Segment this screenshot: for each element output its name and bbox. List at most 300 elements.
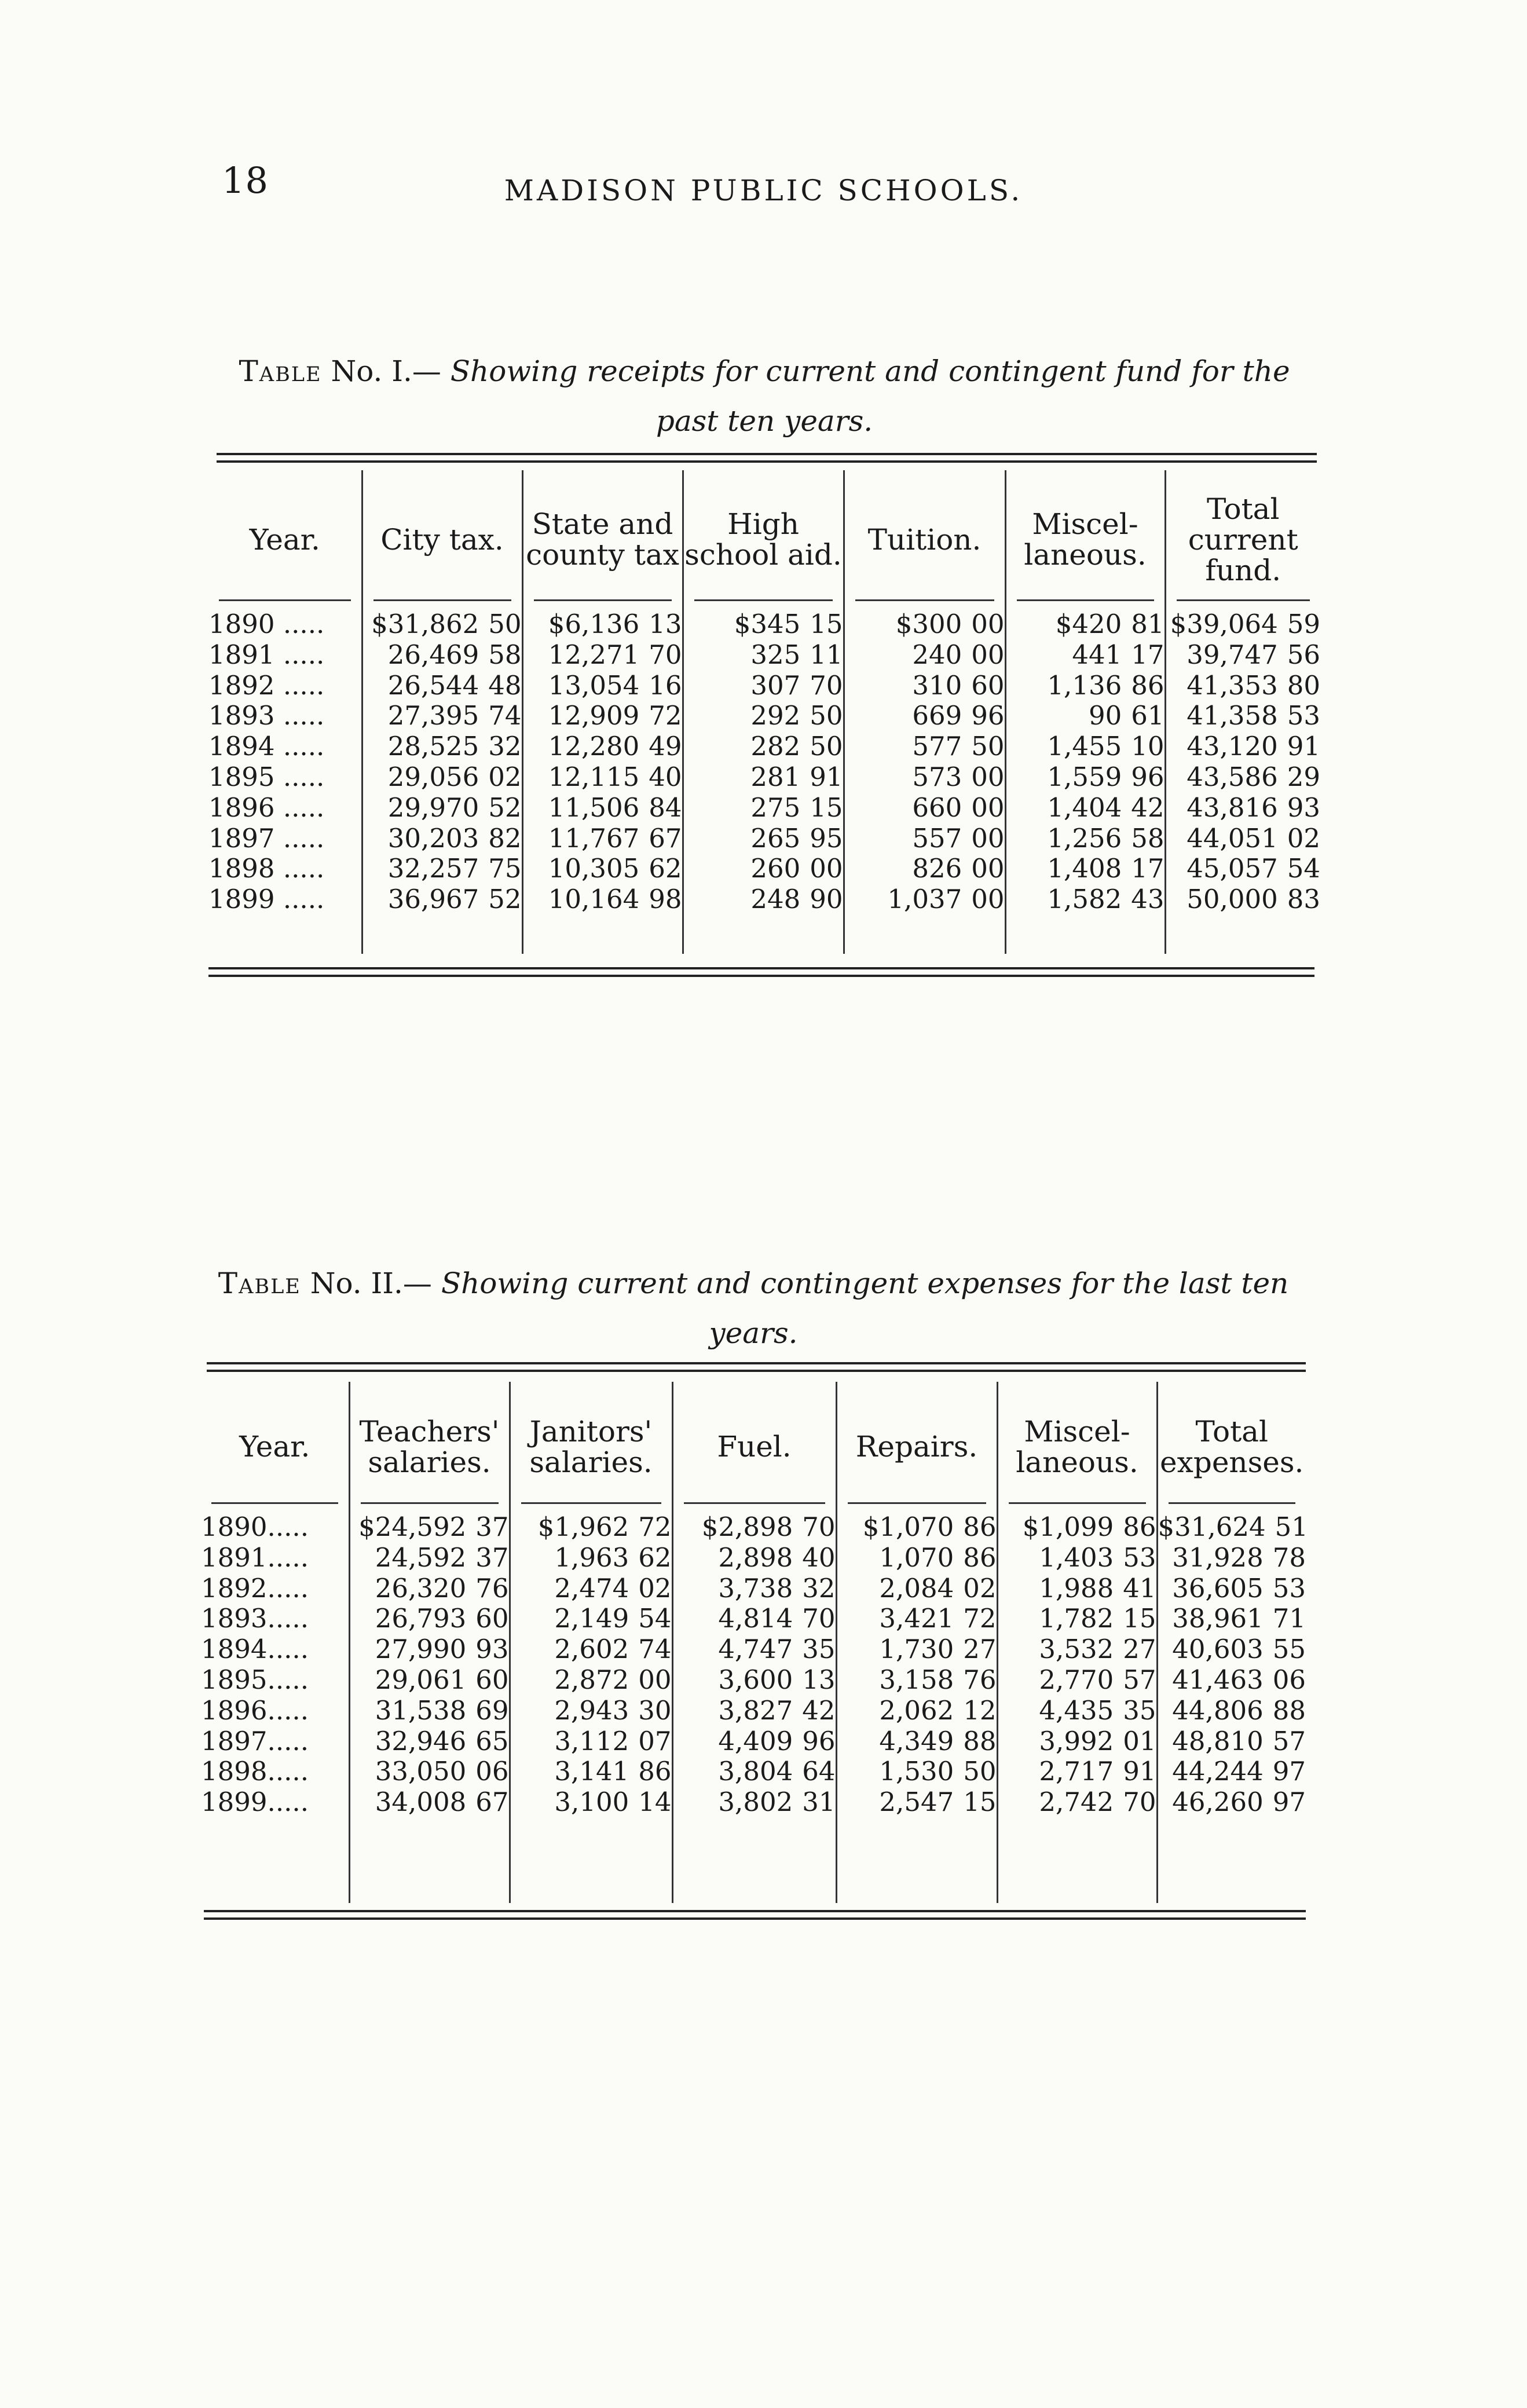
dollars: 2,872 [554,1664,629,1695]
dollars: 265 [750,822,801,854]
dollars: 44,244 [1172,1756,1264,1787]
cents: 86 [963,1542,997,1573]
cents: 96 [971,700,1005,731]
amount-cell [837,1604,997,1634]
dollars: 30,203 [387,822,479,854]
cents: 50 [963,1756,997,1787]
amount-cell [363,701,522,731]
cents: 61 [1131,700,1165,731]
amount-cell [511,1665,672,1696]
cents: 06 [1272,1664,1306,1695]
amount-cell [1166,793,1321,824]
cents: 82 [488,822,522,854]
dollars: 3,158 [879,1664,954,1695]
cents: 32 [802,1572,836,1604]
amount-cell [684,671,843,701]
amount-cell [1158,1573,1306,1604]
amount-cell [511,1726,672,1757]
amount-cell [363,884,522,915]
amount-cell [837,1726,997,1757]
cents: 00 [971,822,1005,854]
dollars: 2,742 [1039,1787,1114,1818]
cents: 69 [475,1695,509,1726]
dollars: 1,963 [554,1542,629,1573]
cents: 16 [649,669,682,701]
amount-cell [350,1696,509,1726]
table2-total-column [1157,1512,1306,1903]
dollars: 34,008 [375,1787,467,1818]
cents: 60 [971,669,1005,701]
table2-repairs-column [836,1512,997,1903]
year-cell: 1890 ..... [208,609,325,639]
year-cell: 1894 ..... [208,731,325,762]
dollars: 44,051 [1187,822,1278,854]
dollars: 4,747 [718,1634,793,1665]
year-cell: 1896 ..... [208,792,325,823]
dollars: 557 [912,822,962,854]
dollars: 1,782 [1039,1603,1114,1634]
dollars: 32,257 [387,853,479,884]
cents: 91 [1123,1756,1156,1787]
cents: 42 [802,1695,836,1726]
cents: 74 [488,700,522,731]
cents: 40 [649,761,682,792]
cents: 76 [475,1572,509,1604]
amount-cell [673,1665,836,1696]
amount-cell [350,1543,509,1573]
table2-header-year: Year. [201,1382,349,1512]
amount-cell [684,762,843,793]
dollars: 2,898 [718,1542,793,1573]
cents: 29 [1287,761,1320,792]
cents: 74 [638,1634,672,1665]
table1-miscellaneous-column [1005,609,1165,954]
cents: 32 [488,731,522,762]
amount-cell [1006,793,1165,824]
table1-tuition-column [844,609,1005,954]
amount-cell [673,1573,836,1604]
cents: 64 [802,1756,836,1787]
cents: 15 [810,609,843,639]
cents: 72 [963,1603,997,1634]
dollars: 12,909 [548,700,640,731]
cents: 81 [1131,609,1165,639]
amount-cell [1166,609,1321,640]
dollars: 3,827 [718,1695,793,1726]
dollars: 26,469 [387,639,479,670]
dollars: 1,988 [1039,1572,1114,1604]
amount-cell [1158,1696,1306,1726]
cents: 88 [1272,1695,1306,1726]
dollars: 3,421 [879,1603,954,1634]
cents: 96 [1131,761,1165,792]
cents: 00 [971,609,1005,639]
dollars: $1,070 [862,1512,954,1542]
table2-janitors-column [510,1512,672,1903]
amount-cell [845,609,1005,640]
dollars: 826 [912,853,962,884]
amount-cell [350,1756,509,1787]
dollars: 4,814 [718,1603,793,1634]
dollars: 4,435 [1039,1695,1114,1726]
dollars: 26,320 [375,1572,467,1604]
cents: 00 [971,639,1005,670]
table2-miscellaneous-column [997,1512,1157,1903]
cents: 41 [1123,1572,1156,1604]
dollars: 26,793 [375,1603,467,1634]
year-cell: 1896..... [201,1695,309,1726]
amount-cell [684,609,843,640]
amount-cell [1006,701,1165,731]
dollars: $300 [895,609,962,639]
cents: 13 [649,609,682,639]
amount-cell [1166,762,1321,793]
dollars: 3,802 [718,1787,793,1818]
table1-header-tuition: Tuition. [844,470,1005,609]
amount-cell [511,1604,672,1634]
amount-cell [998,1634,1156,1665]
dollars: 441 [1072,639,1122,670]
cents: 67 [475,1787,509,1818]
amount-cell [511,1512,672,1543]
amount-cell [1006,609,1165,640]
amount-cell [845,640,1005,671]
cents: 93 [475,1634,509,1665]
cents: 70 [810,669,843,701]
amount-cell [998,1756,1156,1787]
page-number: 18 [222,159,269,202]
dollars: 248 [750,884,801,915]
dollars: 2,062 [879,1695,954,1726]
dollars: 573 [912,761,962,792]
cents: 93 [1287,792,1320,823]
amount-cell [1006,824,1165,854]
dollars: $345 [734,609,801,639]
amount-cell [1158,1512,1306,1543]
dollars: $1,962 [537,1512,629,1542]
dollars: 46,260 [1172,1787,1264,1818]
cents: 70 [1123,1787,1156,1818]
dollars: 44,806 [1172,1695,1264,1726]
amount-cell [523,671,682,701]
amount-cell [1166,701,1321,731]
dollars: 281 [750,761,801,792]
amount-cell [684,824,843,854]
cents: 00 [971,884,1005,915]
cents: 57 [1272,1725,1306,1756]
cents: 30 [638,1695,672,1726]
amount-cell [1166,640,1321,671]
dollars: $31,624 [1158,1512,1266,1542]
amount-cell [684,884,843,915]
cents: 00 [971,792,1005,823]
year-cell: 1892..... [201,1572,309,1604]
cents: 40 [802,1542,836,1573]
dollars: 1,530 [879,1756,954,1787]
amount-cell [350,1665,509,1696]
cents: 75 [488,853,522,884]
dollars: 1,455 [1047,731,1122,762]
cents: 72 [649,700,682,731]
amount-cell [673,1756,836,1787]
dollars: $39,064 [1170,609,1278,639]
amount-cell [998,1787,1156,1818]
amount-cell [673,1634,836,1665]
cents: 02 [638,1572,672,1604]
amount-cell [363,731,522,762]
cents: 86 [1123,1512,1156,1542]
year-cell: 1897 ..... [208,822,325,854]
amount-cell [684,854,843,884]
dollars: 282 [750,731,801,762]
amount-cell [837,1696,997,1726]
table2-caption [201,1258,1306,1358]
table1-bottom-rule [208,967,1314,977]
dollars: 669 [912,700,962,731]
cents: 76 [963,1664,997,1695]
dollars: 292 [750,700,801,731]
amount-cell [363,854,522,884]
dollars: 275 [750,792,801,823]
cents: 00 [810,853,843,884]
cents: 07 [638,1725,672,1756]
dollars: 1,559 [1047,761,1122,792]
amount-cell [363,824,522,854]
dollars: 36,605 [1172,1572,1264,1604]
amount-cell [1006,671,1165,701]
table2-header-teachers-salaries: Teachers' salaries. [349,1382,510,1512]
cents: 84 [649,792,682,823]
dollars: 2,602 [554,1634,629,1665]
year-cell: 1899 ..... [208,884,325,915]
amount-cell [511,1787,672,1818]
dollars: 4,349 [879,1725,954,1756]
dollars: 3,100 [554,1787,629,1818]
dollars: 1,730 [879,1634,954,1665]
dollars: 29,061 [375,1664,467,1695]
cents: 52 [488,792,522,823]
cents: 35 [802,1634,836,1665]
amount-cell [684,731,843,762]
dollars: 3,141 [554,1756,629,1787]
dollars: 1,136 [1047,669,1122,701]
dollars: $2,898 [701,1512,793,1542]
dollars: 12,115 [548,761,640,792]
cents: 13 [802,1664,836,1695]
amount-cell [523,854,682,884]
dollars: 325 [750,639,801,670]
dollars: 2,084 [879,1572,954,1604]
amount-cell [673,1787,836,1818]
cents: 35 [1123,1695,1156,1726]
amount-cell [1166,731,1321,762]
table1-year-column [208,609,362,954]
dollars: $1,099 [1022,1512,1114,1542]
amount-cell [837,1512,997,1543]
dollars: 3,600 [718,1664,793,1695]
dollars: 43,586 [1187,761,1278,792]
dollars: 29,970 [387,792,479,823]
amount-cell [845,701,1005,731]
cents: 60 [475,1664,509,1695]
cents: 12 [963,1695,997,1726]
dollars: 3,738 [718,1572,793,1604]
dollars: 1,256 [1047,822,1122,854]
cents: 50 [971,731,1005,762]
amount-cell [845,884,1005,915]
year-cell: 1893 ..... [208,700,325,731]
dollars: 48,810 [1172,1725,1264,1756]
amount-cell [523,824,682,854]
cents: 52 [488,884,522,915]
amount-cell [673,1696,836,1726]
dollars: 11,506 [548,792,640,823]
amount-cell [1158,1634,1306,1665]
cents: 31 [802,1787,836,1818]
amount-cell [363,671,522,701]
cents: 06 [475,1756,509,1787]
amount-cell [845,731,1005,762]
cents: 50 [810,731,843,762]
cents: 86 [963,1512,997,1542]
cents: 14 [638,1787,672,1818]
cents: 51 [1275,1512,1308,1542]
amount-cell [845,793,1005,824]
cents: 57 [1123,1664,1156,1695]
amount-cell [350,1604,509,1634]
amount-cell [1006,762,1165,793]
dollars: 12,271 [548,639,640,670]
amount-cell [1166,671,1321,701]
cents: 17 [1131,639,1165,670]
table2-header-miscellaneous: Miscel- laneous. [997,1382,1157,1512]
amount-cell [523,609,682,640]
dollars: 29,056 [387,761,479,792]
cents: 62 [649,853,682,884]
dollars: 38,961 [1172,1603,1264,1634]
amount-cell [837,1543,997,1573]
year-cell: 1893..... [201,1603,309,1634]
table2-header-janitors-salaries: Janitors' salaries. [510,1382,672,1512]
cents: 95 [810,822,843,854]
dollars: 31,928 [1172,1542,1264,1573]
table2-top-rule [207,1362,1306,1372]
dollars: 27,395 [387,700,479,731]
dollars: 43,120 [1187,731,1278,762]
table1-caption [208,346,1320,446]
cents: 80 [1287,669,1320,701]
year-cell: 1892 ..... [208,669,325,701]
dollars: 43,816 [1187,792,1278,823]
cents: 96 [802,1725,836,1756]
amount-cell [1006,640,1165,671]
table2-teachers-column [349,1512,510,1903]
amount-cell [1158,1756,1306,1787]
amount-cell [1166,824,1321,854]
cents: 43 [1131,884,1165,915]
cents: 27 [1123,1634,1156,1665]
amount-cell [998,1543,1156,1573]
amount-cell [1158,1543,1306,1573]
amount-cell [363,609,522,640]
dollars: $6,136 [548,609,640,639]
cents: 37 [475,1542,509,1573]
dollars: 33,050 [375,1756,467,1787]
table1 [208,470,1320,954]
dollars: 13,054 [548,669,640,701]
cents: 90 [810,884,843,915]
dollars: 26,544 [387,669,479,701]
dollars: 2,717 [1039,1756,1114,1787]
cents: 54 [638,1603,672,1634]
table1-label: Table No. I.— [239,354,441,388]
cents: 11 [810,639,843,670]
cents: 00 [971,853,1005,884]
amount-cell [1006,854,1165,884]
year-cell: 1890..... [201,1512,309,1542]
dollars: 10,164 [548,884,640,915]
cents: 70 [802,1603,836,1634]
cents: 72 [638,1512,672,1542]
cents: 55 [1272,1634,1306,1665]
amount-cell [1006,731,1165,762]
amount-cell [845,854,1005,884]
dollars: 39,747 [1187,639,1278,670]
dollars: 4,409 [718,1725,793,1756]
table1-top-rule [217,453,1317,463]
amount-cell [523,884,682,915]
cents: 49 [649,731,682,762]
amount-cell [673,1543,836,1573]
table1-header-total: Total current fund. [1165,470,1320,609]
amount-cell [998,1726,1156,1757]
dollars: 3,992 [1039,1725,1114,1756]
cents: 67 [649,822,682,854]
dollars: 2,149 [554,1603,629,1634]
amount-cell [837,1787,997,1818]
table1-header-city-tax: City tax. [362,470,522,609]
cents: 97 [1272,1756,1306,1787]
dollars: 1,070 [879,1542,954,1573]
amount-cell [511,1573,672,1604]
table1-header-miscellaneous: Miscel- laneous. [1005,470,1165,609]
table2-description: Showing current and contingent expenses for the last ten years. [441,1267,1289,1350]
cents: 53 [1123,1542,1156,1573]
dollars: 10,305 [548,853,640,884]
cents: 02 [488,761,522,792]
amount-cell [998,1665,1156,1696]
cents: 37 [475,1512,509,1542]
cents: 53 [1272,1572,1306,1604]
table1-header-state-county-tax: State and county tax [522,470,683,609]
amount-cell [1166,854,1321,884]
dollars: 45,057 [1187,853,1278,884]
amount-cell [523,640,682,671]
amount-cell [998,1604,1156,1634]
cents: 54 [1287,853,1320,884]
table1-total-column [1165,609,1320,954]
amount-cell [511,1756,672,1787]
cents: 59 [1287,609,1320,639]
cents: 58 [1131,822,1165,854]
amount-cell [511,1543,672,1573]
amount-cell [523,701,682,731]
dollars: 90 [1088,700,1122,731]
amount-cell [684,701,843,731]
dollars: 50,000 [1187,884,1278,915]
amount-cell [837,1573,997,1604]
amount-cell [1158,1787,1306,1818]
